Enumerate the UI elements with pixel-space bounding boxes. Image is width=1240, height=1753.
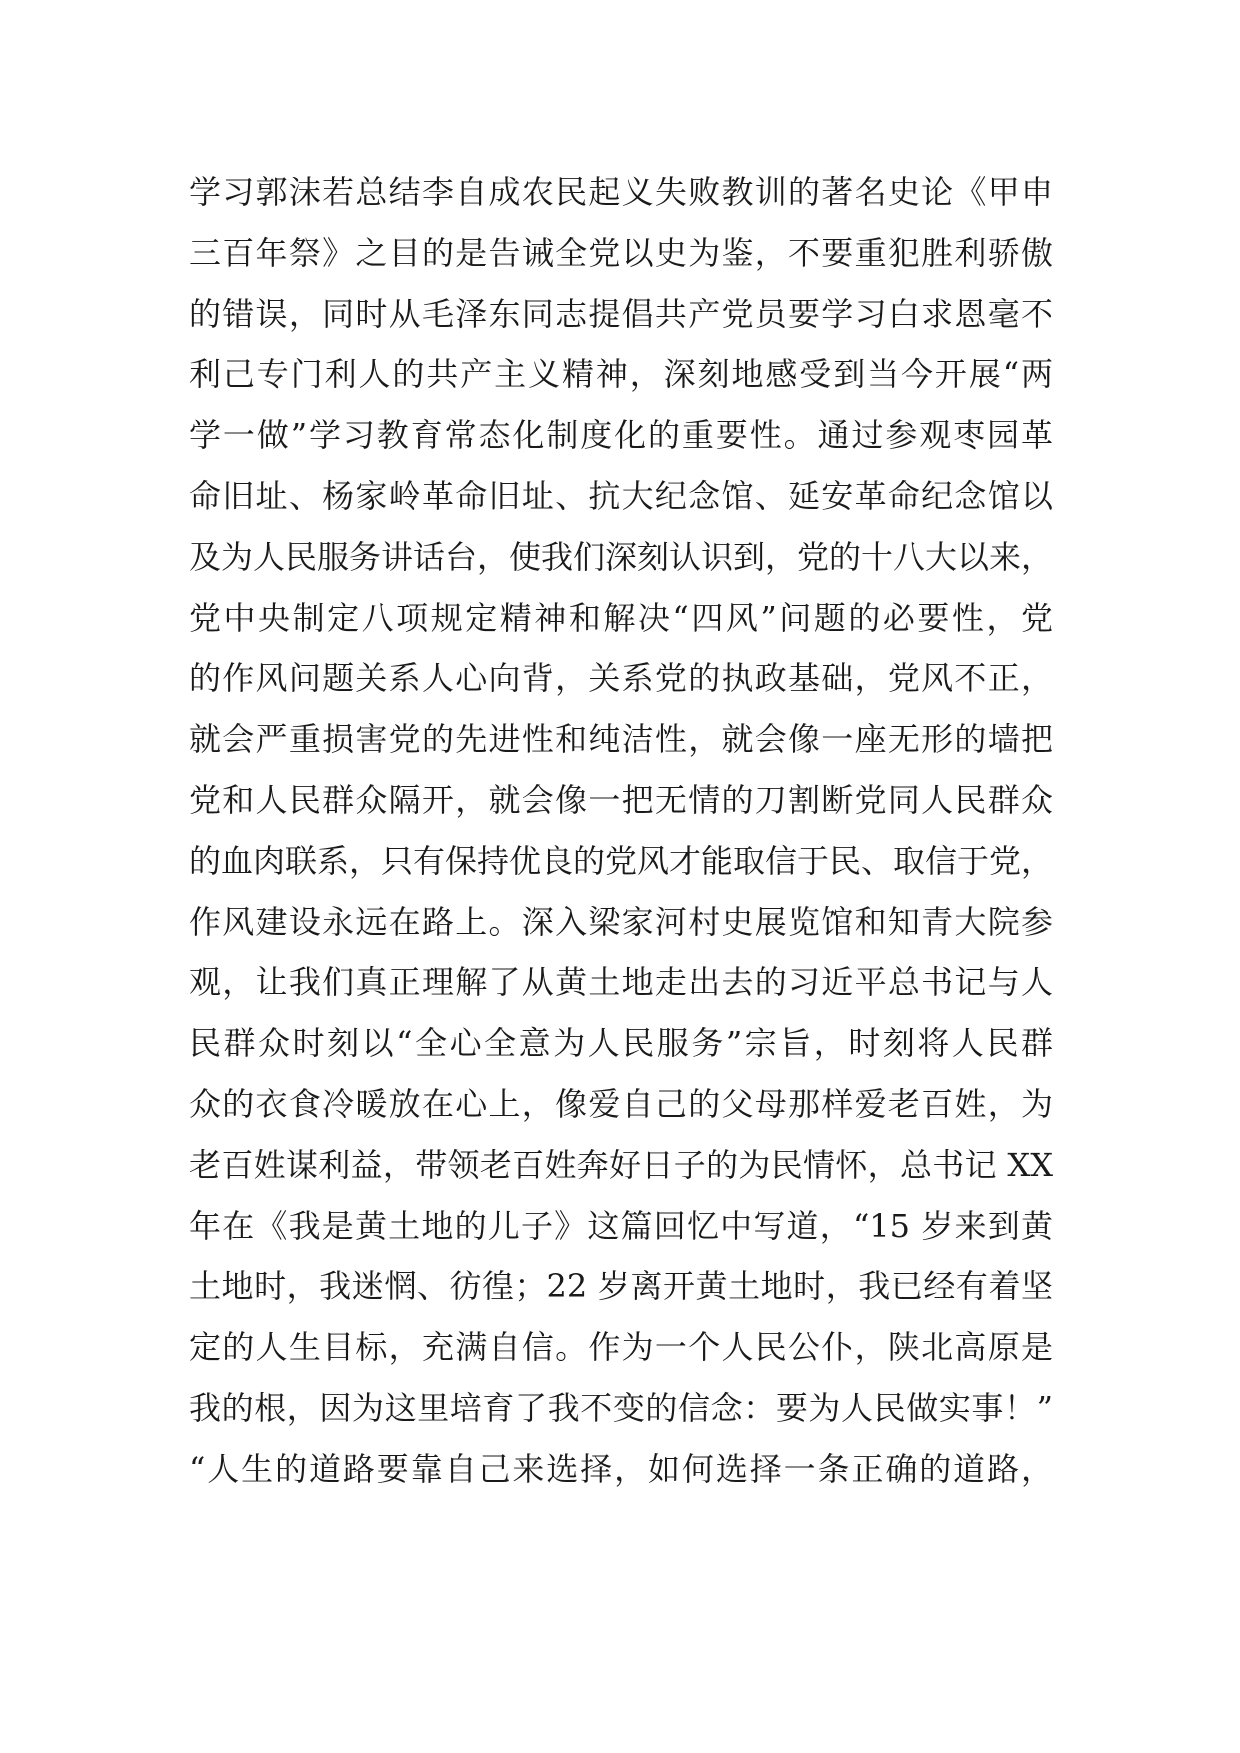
text-line: 的作风问题关系人心向背，关系党的执政基础，党风不正， — [189, 659, 1053, 698]
text-line: “人生的道路要靠自己来选择，如何选择一条正确的道路， — [189, 1449, 1053, 1488]
text-line: 老百姓谋利益，带领老百姓奔好日子的为民情怀，总书记 XX — [189, 1145, 1053, 1184]
text-line: 民群众时刻以“全心全意为人民服务”宗旨，时刻将人民群 — [189, 1024, 1053, 1063]
text-line: 年在《我是黄土地的儿子》这篇回忆中写道，“15 岁来到黄 — [189, 1206, 1053, 1245]
text-line: 利己专门利人的共产主义精神，深刻地感受到当今开展“两 — [189, 355, 1053, 394]
text-line: 的错误，同时从毛泽东同志提倡共产党员要学习白求恩毫不 — [189, 294, 1053, 333]
text-line: 众的衣食冷暖放在心上，像爱自己的父母那样爱老百姓，为 — [189, 1084, 1053, 1123]
text-line: 我的根，因为这里培育了我不变的信念：要为人民做实事！” — [189, 1388, 1053, 1427]
text-line: 观，让我们真正理解了从黄土地走出去的习近平总书记与人 — [189, 963, 1053, 1002]
text-line: 命旧址、杨家岭革命旧址、抗大纪念馆、延安革命纪念馆以 — [189, 476, 1053, 515]
text-line: 学习郭沫若总结李自成农民起义失败教训的著名史论《甲申 — [189, 173, 1053, 211]
text-line: 就会严重损害党的先进性和纯洁性，就会像一座无形的墙把 — [189, 720, 1053, 759]
text-line: 作风建设永远在路上。深入梁家河村史展览馆和知青大院参 — [189, 902, 1053, 941]
text-line: 及为人民服务讲话台，使我们深刻认识到，党的十八大以来， — [189, 537, 1053, 576]
text-line: 土地时，我迷惘、彷徨；22 岁离开黄土地时，我已经有着坚 — [189, 1267, 1053, 1306]
text-line: 学一做”学习教育常态化制度化的重要性。通过参观枣园革 — [189, 416, 1053, 455]
text-line: 定的人生目标，充满自信。作为一个人民公仆，陕北高原是 — [189, 1328, 1053, 1367]
body-paragraph — [189, 162, 1053, 1500]
text-line: 党中央制定八项规定精神和解决“四风”问题的必要性，党 — [189, 598, 1053, 637]
text-line: 三百年祭》之目的是告诫全党以史为鉴，不要重犯胜利骄傲 — [189, 233, 1053, 272]
text-line: 党和人民群众隔开，就会像一把无情的刀割断党同人民群众 — [189, 780, 1053, 819]
text-line: 的血肉联系，只有保持优良的党风才能取信于民、取信于党， — [189, 841, 1053, 880]
